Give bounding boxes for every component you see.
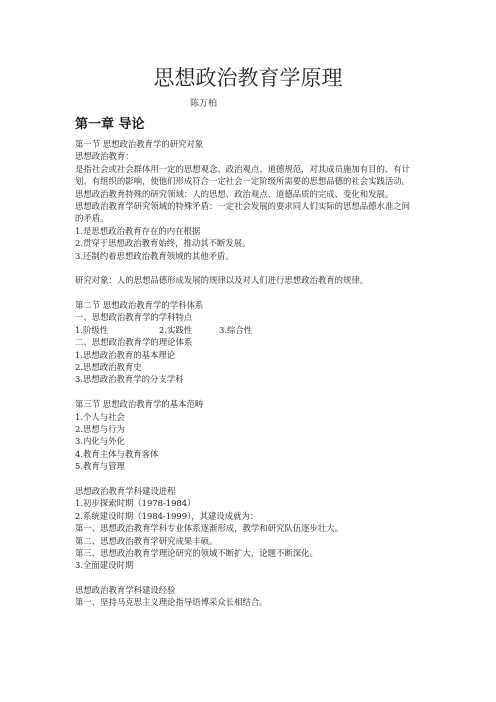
paragraph-gap bbox=[75, 287, 430, 299]
list-item: 第二、思想政治教育学研究成果丰硕。 bbox=[75, 535, 218, 546]
list-item: 5.教育与管理 bbox=[75, 461, 125, 472]
definition-line: 划、有组织的影响，使他们形成符合一定社会一定阶级所需要的思想品德的社会实践活动。 bbox=[75, 176, 410, 187]
paragraph-gap bbox=[75, 386, 430, 398]
section-heading: 第三节 思想政治教育学的基本范畴 bbox=[75, 399, 204, 410]
list-item: 2.系统建设时期（1984-1999），其建设成就为： bbox=[75, 510, 259, 521]
term-label: 思想政治教育： bbox=[75, 151, 134, 162]
list-item: 1.思想政治教育的基本理论 bbox=[75, 349, 176, 360]
list-item: 1.阶级性 bbox=[75, 324, 109, 335]
paragraph-gap bbox=[75, 572, 430, 584]
list-item: 1.个人与社会 bbox=[75, 411, 125, 422]
list-item: 3.综合性 bbox=[219, 324, 253, 335]
list-item: 3.全面建设时期 bbox=[75, 560, 134, 571]
section-heading: 第一节 思想政治教育学的研究对象 bbox=[75, 139, 204, 149]
list-item: 2.实践性 bbox=[159, 324, 193, 335]
section-heading: 思想政治教育学科建设经验 bbox=[75, 585, 176, 596]
list-item: 4.教育主体与教育客体 bbox=[75, 448, 159, 459]
list-item: 3.还制约着思想政治教育领域的其他矛盾。 bbox=[75, 250, 234, 261]
feature-row bbox=[75, 324, 430, 336]
list-item: 第一、思想政治教育学科专业体系逐渐形成，教学和研究队伍逐步壮大。 bbox=[75, 523, 343, 534]
section-heading: 思想政治教育学科建设进程 bbox=[75, 485, 176, 496]
paragraph-line: 第一、坚持马克思主义理论指导语博采众长相结合。 bbox=[75, 597, 268, 608]
list-item: 2.思想政治教育史 bbox=[75, 362, 142, 373]
document-title: 思想政治教育学原理 bbox=[153, 66, 343, 90]
section-heading: 第二节 思想政治教育学的学科体系 bbox=[75, 300, 204, 311]
paragraph-line: 的矛盾。 bbox=[75, 213, 109, 224]
paragraph-line: 思想政治教育特殊的研究领域：人的思想、政治观点、道德品质的完成、变化和发展。 bbox=[75, 188, 394, 199]
subsection-heading: 一、思想政治教育学的学科特点 bbox=[75, 312, 193, 323]
chapter-heading: 第一章 导论 bbox=[75, 117, 145, 132]
list-item: 3.内化与外化 bbox=[75, 436, 125, 447]
list-item: 2.贯穿于思想政治教育始终，推动其不断发展。 bbox=[75, 238, 251, 249]
list-item: 3.思想政治教育学的分支学科 bbox=[75, 374, 184, 385]
paragraph-gap bbox=[75, 473, 430, 485]
list-item: 2.思想与行为 bbox=[75, 423, 125, 434]
list-item: 1.是思想政治教育存在的内在根据 bbox=[75, 225, 201, 236]
paragraph-line: 思想政治教育学研究领域的特殊矛盾：一定社会发展的要求同人们实际的思想品德水准之间 bbox=[75, 200, 410, 211]
paragraph-line: 研究对象：人的思想品德形成发展的规律以及对人们进行思想政治教育的规律。 bbox=[75, 275, 369, 286]
list-item: 1.初步探索时期（1978-1984） bbox=[75, 498, 196, 509]
paragraph-gap bbox=[75, 262, 430, 274]
subsection-heading: 二、思想政治教育学的理论体系 bbox=[75, 337, 193, 348]
document-body bbox=[75, 138, 430, 609]
document-author: 陈万柏 bbox=[190, 99, 218, 109]
definition-line: 是指社会或社会群体用一定的思想观念、政治观点、道德规范，对其成员施加有目的、有计 bbox=[75, 163, 410, 174]
list-item: 第三、思想政治教育学理论研究的领域不断扩大，论题不断深化。 bbox=[75, 547, 318, 558]
